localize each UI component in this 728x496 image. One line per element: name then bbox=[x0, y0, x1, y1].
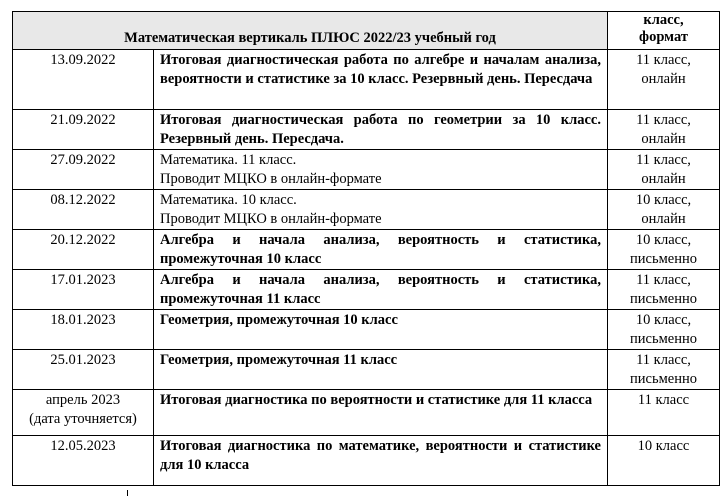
schedule-table bbox=[12, 11, 720, 486]
header-row bbox=[13, 12, 720, 50]
table-row bbox=[13, 390, 720, 436]
event-cell: Итоговая диагностическая работа по алгебре и началам анализа, вероятности и статистике за 10 класс. Резервный день. Пересдача bbox=[154, 50, 608, 110]
date-cell: 08.12.2022 bbox=[13, 190, 154, 230]
format-cell bbox=[608, 50, 720, 110]
event-cell: Алгебра и начала анализа, вероятность и статистика, промежуточная 10 класс bbox=[154, 230, 608, 270]
format-mode: письменно bbox=[630, 251, 697, 267]
date-cell: 13.09.2022 bbox=[13, 50, 154, 110]
table-row bbox=[13, 436, 720, 486]
table-row bbox=[13, 270, 720, 310]
format-class: 11 класс, bbox=[636, 352, 691, 368]
format-class: 11 класс, bbox=[636, 52, 691, 68]
format-mode: онлайн bbox=[641, 211, 686, 227]
format-mode: письменно bbox=[630, 291, 697, 307]
date-cell bbox=[13, 390, 154, 436]
format-mode: письменно bbox=[630, 331, 697, 347]
format-mode: онлайн bbox=[641, 71, 686, 87]
event-line2: Проводит МЦКО в онлайн-формате bbox=[160, 171, 382, 187]
event-cell: Итоговая диагностическая работа по геометрии за 10 класс. Резервный день. Пересдача. bbox=[154, 110, 608, 150]
table-row bbox=[13, 150, 720, 190]
event-cell bbox=[154, 190, 608, 230]
date-cell: 17.01.2023 bbox=[13, 270, 154, 310]
format-header-line1: класс, bbox=[643, 12, 684, 28]
date-line2: (дата уточняется) bbox=[29, 411, 137, 427]
date-cell: 20.12.2022 bbox=[13, 230, 154, 270]
table-row bbox=[13, 110, 720, 150]
format-cell bbox=[608, 390, 720, 436]
format-class: 10 класс, bbox=[635, 312, 692, 328]
format-class: 11 класс, bbox=[636, 272, 691, 288]
event-cell: Геометрия, промежуточная 10 класс bbox=[154, 310, 608, 350]
event-line1: Математика. 11 класс. bbox=[160, 152, 297, 168]
format-cell bbox=[608, 230, 720, 270]
event-line2: Проводит МЦКО в онлайн-формате bbox=[160, 211, 382, 227]
table-row bbox=[13, 50, 720, 110]
format-class: 11 класс, bbox=[636, 152, 691, 168]
format-cell bbox=[608, 350, 720, 390]
format-class: 11 класс bbox=[637, 392, 690, 408]
event-cell: Итоговая диагностика по математике, вероятности и статистике для 10 класса bbox=[154, 436, 608, 486]
table-row bbox=[13, 350, 720, 390]
table-title: Математическая вертикаль ПЛЮС 2022/23 учебный год bbox=[13, 12, 608, 50]
format-cell bbox=[608, 270, 720, 310]
table-row bbox=[13, 310, 720, 350]
format-class: 10 класс, bbox=[635, 232, 692, 248]
event-cell bbox=[154, 150, 608, 190]
format-class: 11 класс, bbox=[636, 112, 691, 128]
event-cell: Геометрия, промежуточная 11 класс bbox=[154, 350, 608, 390]
format-cell bbox=[608, 110, 720, 150]
page-edge-mark bbox=[127, 490, 128, 496]
event-cell: Алгебра и начала анализа, вероятность и статистика, промежуточная 11 класс bbox=[154, 270, 608, 310]
format-cell bbox=[608, 436, 720, 486]
format-mode: онлайн bbox=[641, 171, 686, 187]
format-header-line2: формат bbox=[639, 29, 688, 45]
date-cell: 12.05.2023 bbox=[13, 436, 154, 486]
event-cell: Итоговая диагностика по вероятности и статистике для 11 класса bbox=[154, 390, 608, 436]
date-cell: 18.01.2023 bbox=[13, 310, 154, 350]
format-mode: письменно bbox=[630, 371, 697, 387]
format-mode: онлайн bbox=[641, 131, 686, 147]
format-class: 10 класс, bbox=[635, 192, 692, 208]
event-line1: Математика. 10 класс. bbox=[160, 192, 297, 208]
format-header bbox=[608, 12, 720, 50]
table-row bbox=[13, 230, 720, 270]
date-line1: апрель 2023 bbox=[45, 392, 121, 408]
date-cell: 27.09.2022 bbox=[13, 150, 154, 190]
date-cell: 21.09.2022 bbox=[13, 110, 154, 150]
format-cell bbox=[608, 150, 720, 190]
date-cell: 25.01.2023 bbox=[13, 350, 154, 390]
table-row bbox=[13, 190, 720, 230]
format-cell bbox=[608, 190, 720, 230]
format-cell bbox=[608, 310, 720, 350]
format-class: 10 класс bbox=[637, 438, 690, 454]
